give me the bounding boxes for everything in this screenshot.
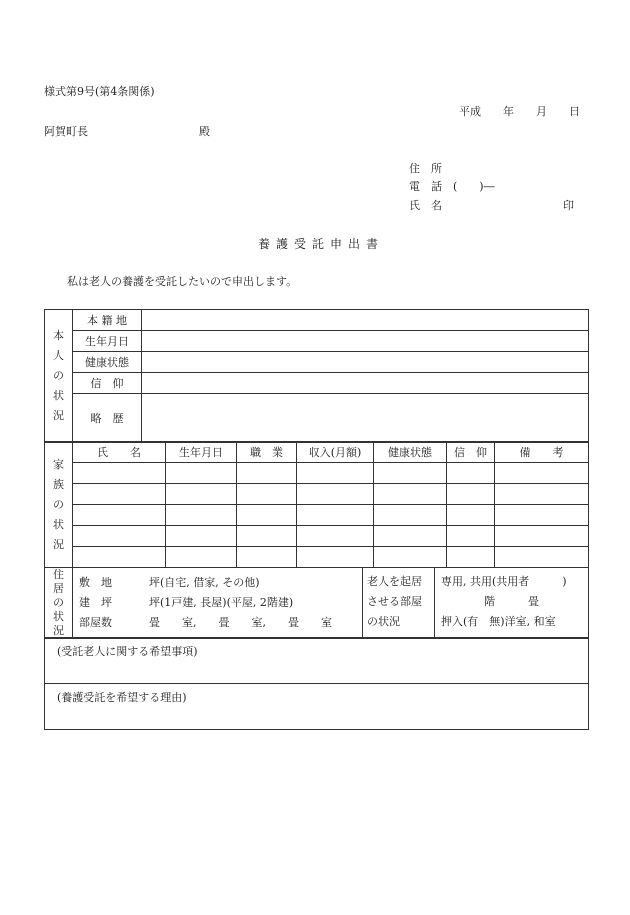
domicile-field[interactable] — [142, 310, 589, 331]
family-cell[interactable] — [73, 526, 166, 547]
family-header-religion: 信 仰 — [447, 442, 495, 463]
elder-room-details[interactable]: 専用, 共用(共用者 ) 階 畳 押入(有 無)洋室, 和室 — [435, 568, 589, 639]
self-section-heading: 本人の状況 — [45, 310, 73, 443]
health-field[interactable] — [142, 352, 589, 373]
family-cell[interactable] — [73, 484, 166, 505]
self-status-table — [44, 309, 589, 443]
housing-line-floor-area: 建 坪 坪(1戸建, 長屋)(平屋, 2階建) — [79, 595, 294, 609]
phone-label: 電 話 ( )― — [409, 180, 495, 193]
family-cell[interactable] — [237, 463, 297, 484]
religion-field[interactable] — [142, 373, 589, 394]
family-cell[interactable] — [297, 463, 374, 484]
housing-section-heading: 住居の状況 — [45, 568, 73, 639]
family-cell[interactable] — [73, 505, 166, 526]
housing-line-rooms: 部屋数 畳 室, 畳 室, 畳 室 — [79, 615, 332, 629]
family-cell[interactable] — [237, 547, 297, 568]
family-cell[interactable] — [73, 463, 166, 484]
form-title: 養護受託申出書 — [258, 237, 385, 251]
family-cell[interactable] — [297, 505, 374, 526]
family-cell[interactable] — [73, 547, 166, 568]
family-cell[interactable] — [374, 463, 447, 484]
family-header-birthdate: 生年月日 — [166, 442, 237, 463]
family-row — [45, 484, 589, 505]
row-label-religion: 信 仰 — [73, 373, 142, 394]
family-row — [45, 463, 589, 484]
family-row — [45, 505, 589, 526]
family-cell[interactable] — [237, 484, 297, 505]
housing-details[interactable] — [73, 568, 363, 639]
family-cell[interactable] — [166, 547, 237, 568]
family-cell[interactable] — [374, 484, 447, 505]
family-cell[interactable] — [374, 505, 447, 526]
reason-field[interactable] — [45, 684, 589, 730]
housing-line-site: 敷 地 坪(自宅, 借家, その他) — [79, 575, 260, 589]
family-header-name: 氏 名 — [73, 442, 166, 463]
family-cell[interactable] — [447, 484, 495, 505]
family-cell[interactable] — [447, 547, 495, 568]
family-header-remarks: 備 考 — [495, 442, 589, 463]
family-cell[interactable] — [237, 505, 297, 526]
family-header-occupation: 職 業 — [237, 442, 297, 463]
family-cell[interactable] — [495, 526, 589, 547]
family-row — [45, 547, 589, 568]
row-label-birthdate: 生年月日 — [73, 331, 142, 352]
honorific: 殿 — [199, 125, 210, 138]
family-cell[interactable] — [166, 463, 237, 484]
family-cell[interactable] — [495, 505, 589, 526]
family-cell[interactable] — [297, 484, 374, 505]
address-label: 住 所 — [409, 162, 442, 175]
family-row — [45, 526, 589, 547]
name-label: 氏 名 — [409, 199, 442, 212]
housing-status-table — [44, 567, 589, 639]
addressee: 阿賀町長 — [44, 125, 88, 138]
family-header-health: 健康状態 — [374, 442, 447, 463]
family-header-income: 収入(月額) — [297, 442, 374, 463]
family-cell[interactable] — [374, 526, 447, 547]
statement: 私は老人の養護を受託したいので申出します。 — [67, 275, 298, 288]
family-section-heading: 家族の状況 — [45, 442, 73, 568]
family-cell[interactable] — [374, 547, 447, 568]
family-cell[interactable] — [297, 526, 374, 547]
family-cell[interactable] — [495, 484, 589, 505]
family-cell[interactable] — [237, 526, 297, 547]
family-cell[interactable] — [166, 526, 237, 547]
family-cell[interactable] — [495, 463, 589, 484]
row-label-domicile: 本 籍 地 — [73, 310, 142, 331]
seal-mark: 印 — [563, 199, 574, 212]
row-label-health: 健康状態 — [73, 352, 142, 373]
family-cell[interactable] — [166, 484, 237, 505]
family-cell[interactable] — [447, 505, 495, 526]
family-cell[interactable] — [495, 547, 589, 568]
form-number: 様式第9号(第4条関係) — [44, 85, 155, 98]
row-label-history: 略 歴 — [73, 394, 142, 443]
family-cell[interactable] — [166, 505, 237, 526]
history-field[interactable] — [142, 394, 589, 443]
family-cell[interactable] — [447, 526, 495, 547]
elder-room-label: 老人を起居 させる部屋 の状況 — [363, 568, 435, 639]
family-cell[interactable] — [297, 547, 374, 568]
wishes-field[interactable] — [45, 638, 589, 684]
birthdate-field[interactable] — [142, 331, 589, 352]
family-status-table — [44, 441, 589, 568]
wishes-label: (受託老人に関する希望事項) — [57, 645, 198, 658]
date-line: 平成 年 月 日 — [459, 105, 580, 118]
family-cell[interactable] — [447, 463, 495, 484]
remarks-table — [44, 637, 589, 730]
reason-label: (養護受託を希望する理由) — [57, 691, 187, 704]
